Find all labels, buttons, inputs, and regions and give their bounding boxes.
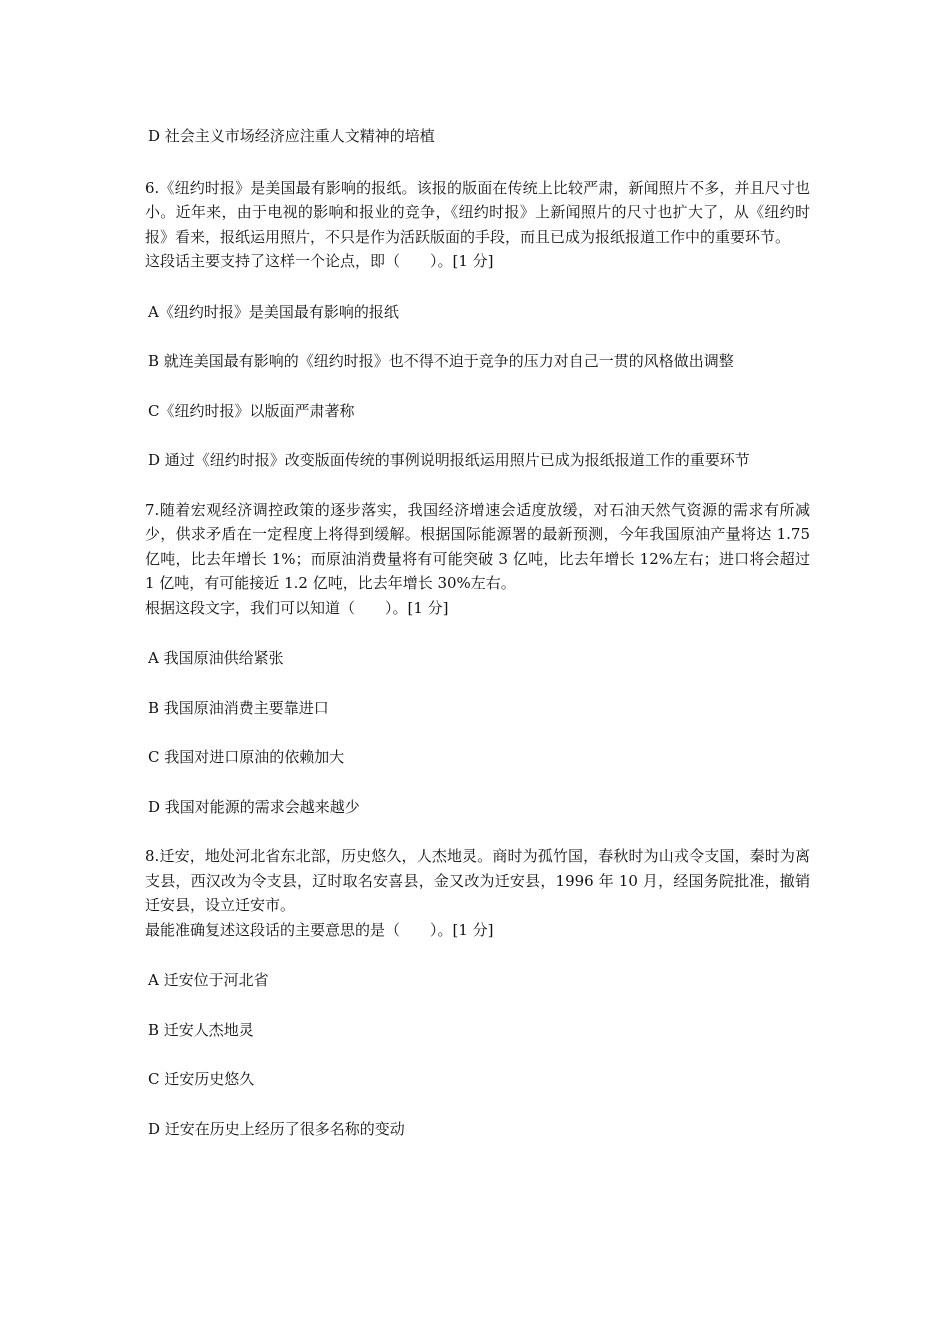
question-8-option-d: D 迁安在历史上经历了很多名称的变动 bbox=[148, 1119, 405, 1138]
question-7-stem: 7.随着宏观经济调控政策的逐步落实，我国经济增速会适度放缓，对石油天然气资源的需求有所减少，供求矛盾在一定程度上将得到缓解。根据国际能源署的最新预测，今年我国原油产量将达 1.75 亿吨，比去年增长 1%；而原油消费量将有可能突破 3 亿吨，比去年增长 12%左右；进口将会超过 1 亿吨，有可能接近 1.2 亿吨，比去年增长 30%左右。 bbox=[145, 500, 810, 592]
question-6-option-c: C《纽约时报》以版面严肃著称 bbox=[148, 401, 355, 420]
question-7-option-c: C 我国对进口原油的依赖加大 bbox=[148, 748, 345, 766]
question-8-prompt: 最能准确复述这段话的主要意思的是（ ）。[1 分] bbox=[145, 920, 494, 939]
question-8-option-b: B 迁安人杰地灵 bbox=[148, 1020, 254, 1039]
document-content bbox=[145, 124, 810, 1166]
question-8-option-c: C 迁安历史悠久 bbox=[148, 1070, 255, 1088]
question-8-option-a: A 迁安位于河北省 bbox=[148, 971, 269, 989]
question-6-stem: 6.《纽约时报》是美国最有影响的报纸。该报的版面在传统上比较严肃，新闻照片不多，并且尺寸也小。近年来，由于电视的影响和报业的竞争，《纽约时报》上新闻照片的尺寸也扩大了，从《纽约时报》看来，报纸运用照片，不只是作为活跃版面的手段，而且已成为报纸报道工作中的重要环节。 bbox=[145, 178, 810, 246]
previous-question-option-d: D 社会主义市场经济应注重人文精神的培植 bbox=[148, 127, 435, 145]
question-6 bbox=[145, 176, 810, 274]
question-7-prompt: 根据这段文字，我们可以知道（ ）。[1 分] bbox=[145, 598, 449, 617]
question-6-option-d: D 通过《纽约时报》改变版面传统的事例说明报纸运用照片已成为报纸报道工作的重要环节 bbox=[148, 451, 750, 469]
question-7-option-b: B 我国原油消费主要靠进口 bbox=[148, 698, 329, 717]
question-6-prompt: 这段话主要支持了这样一个论点，即（ ）。[1 分] bbox=[145, 252, 494, 270]
question-6-option-b: B 就连美国最有影响的《纽约时报》也不得不迫于竞争的压力对自己一贯的风格做出调整 bbox=[148, 352, 734, 370]
question-8-stem: 8.迁安，地处河北省东北部，历史悠久，人杰地灵。商时为孤竹国，春秋时为山戎令支国，秦时为离支县，西汉改为令支县，辽时取名安喜县，金又改为迁安县，1996 年 10 月，经国务院批准，撤销迁安县，设立迁安市。 bbox=[145, 847, 810, 914]
question-8 bbox=[145, 844, 810, 942]
question-7-option-a: A 我国原油供给紧张 bbox=[148, 649, 284, 667]
question-6-option-a: A《纽约时报》是美国最有影响的报纸 bbox=[148, 302, 399, 321]
question-7-option-d: D 我国对能源的需求会越来越少 bbox=[148, 797, 360, 816]
question-7 bbox=[145, 498, 810, 621]
